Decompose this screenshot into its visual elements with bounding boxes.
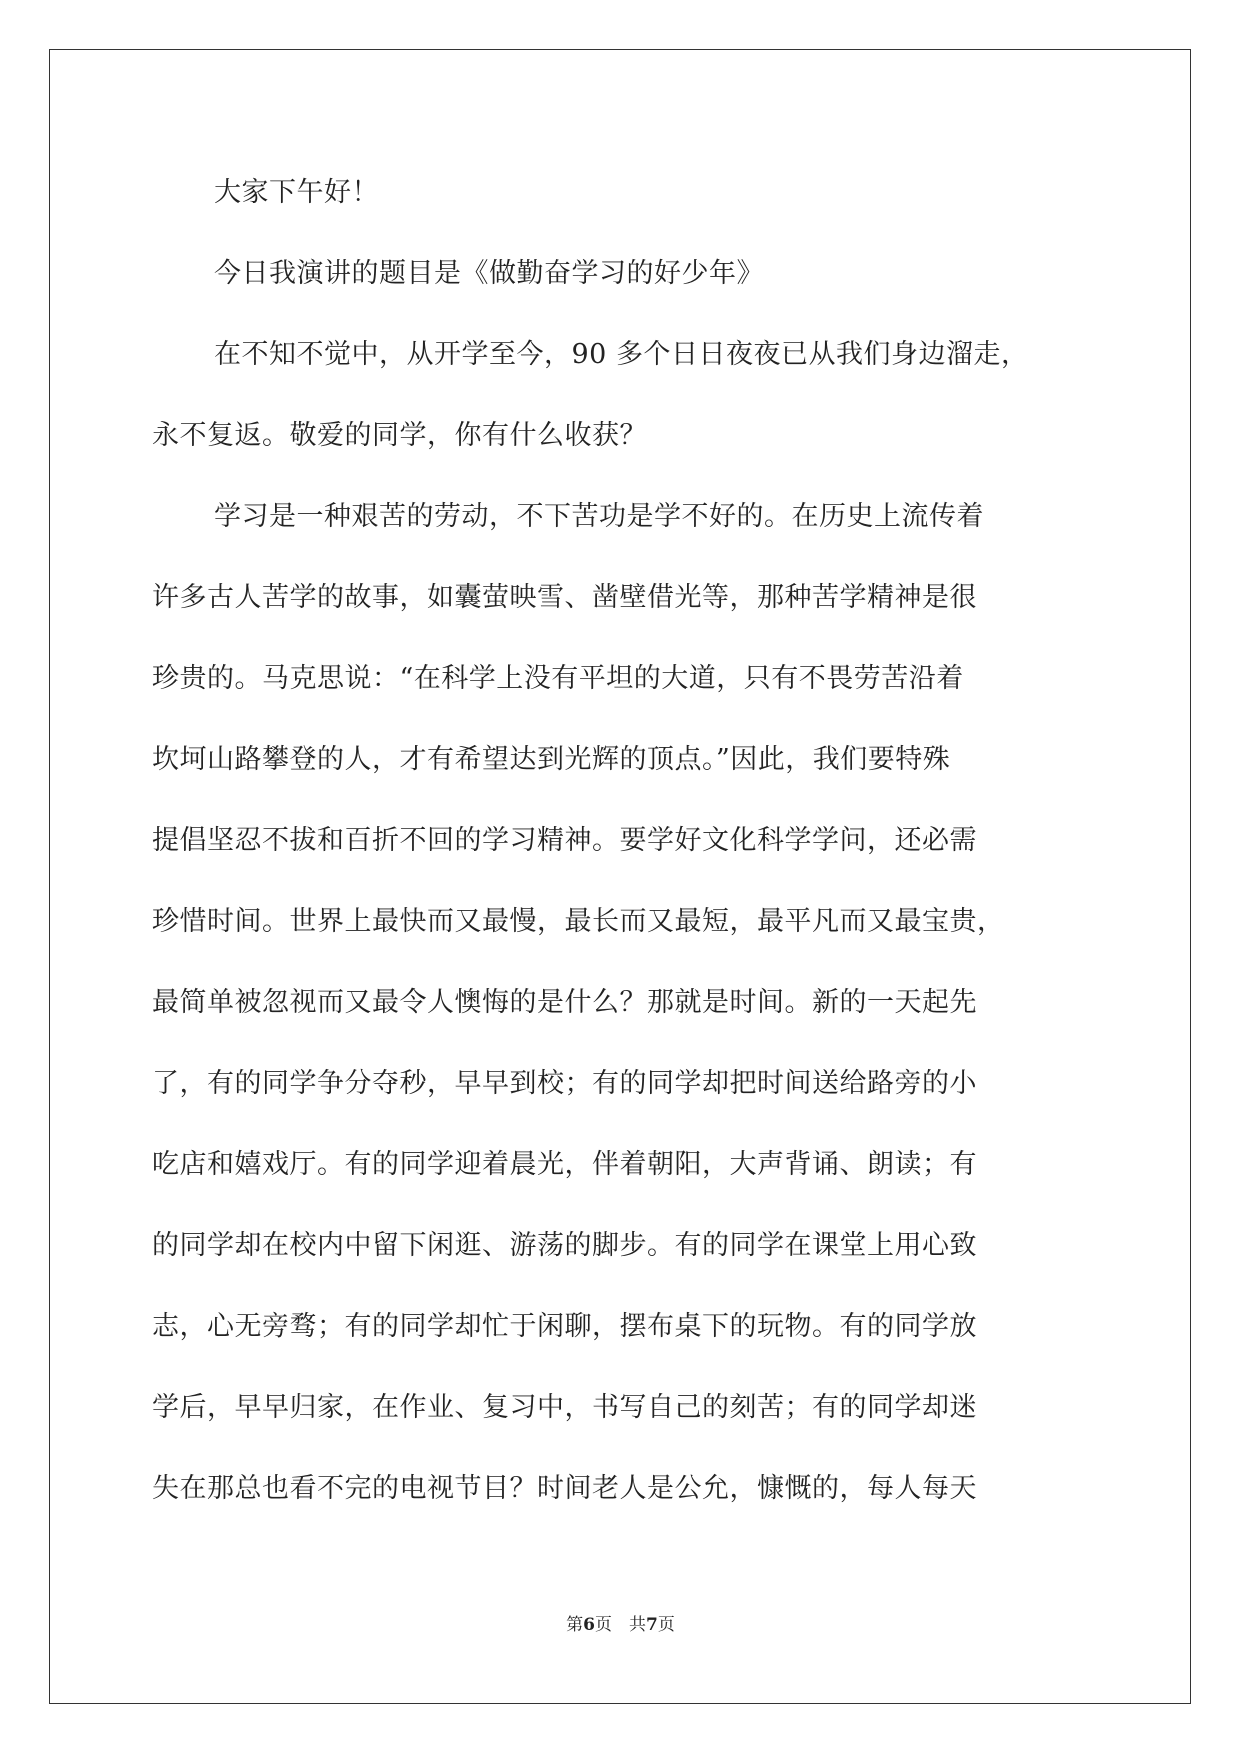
- paragraph-line: 许多古人苦学的故事，如囊萤映雪、凿壁借光等，那种苦学精神是很: [152, 582, 977, 613]
- paragraph-line: 珍贵的。马克思说：“在科学上没有平坦的大道，只有不畏劳苦沿着: [152, 663, 964, 694]
- page-frame: [49, 49, 1191, 1704]
- page-mid: 页 共: [595, 1615, 646, 1635]
- current-page-number: 6: [583, 1615, 595, 1635]
- paragraph-line: 志，心无旁骛；有的同学却忙于闲聊，摆布桌下的玩物。有的同学放: [152, 1311, 977, 1342]
- page-footer: [0, 1614, 1241, 1636]
- page-prefix: 第: [566, 1615, 584, 1635]
- paragraph-line: 最简单被忽视而又最令人懊悔的是什么？那就是时间。新的一天起先: [152, 987, 977, 1018]
- paragraph-line: 失在那总也看不完的电视节目？时间老人是公允，慷慨的，每人每天: [152, 1473, 977, 1504]
- page-suffix: 页: [657, 1615, 675, 1635]
- paragraph-line: 吃店和嬉戏厅。有的同学迎着晨光，伴着朝阳，大声背诵、朗读；有: [152, 1149, 977, 1180]
- paragraph-line: 了，有的同学争分夺秒，早早到校；有的同学却把时间送给路旁的小: [152, 1068, 977, 1099]
- paragraph-line: 珍惜时间。世界上最快而又最慢，最长而又最短，最平凡而又最宝贵，: [152, 906, 1005, 937]
- title-line: 今日我演讲的题目是《做勤奋学习的好少年》: [214, 258, 764, 289]
- greeting-line: 大家下午好！: [214, 177, 379, 208]
- paragraph-line: 的同学却在校内中留下闲逛、游荡的脚步。有的同学在课堂上用心致: [152, 1230, 977, 1261]
- paragraph-line: 坎坷山路攀登的人，才有希望达到光辉的顶点。”因此，我们要特殊: [152, 744, 951, 775]
- paragraph-line: 学习是一种艰苦的劳动，不下苦功是学不好的。在历史上流传着: [214, 501, 984, 532]
- paragraph-line: 永不复返。敬爱的同学，你有什么收获？: [152, 420, 647, 451]
- paragraph-line: 学后，早早归家，在作业、复习中，书写自己的刻苦；有的同学却迷: [152, 1392, 977, 1423]
- paragraph-line: 在不知不觉中，从开学至今，90 多个日日夜夜已从我们身边溜走，: [214, 339, 1029, 370]
- total-page-number: 7: [646, 1615, 658, 1635]
- paragraph-line: 提倡坚忍不拔和百折不回的学习精神。要学好文化科学学问，还必需: [152, 825, 977, 856]
